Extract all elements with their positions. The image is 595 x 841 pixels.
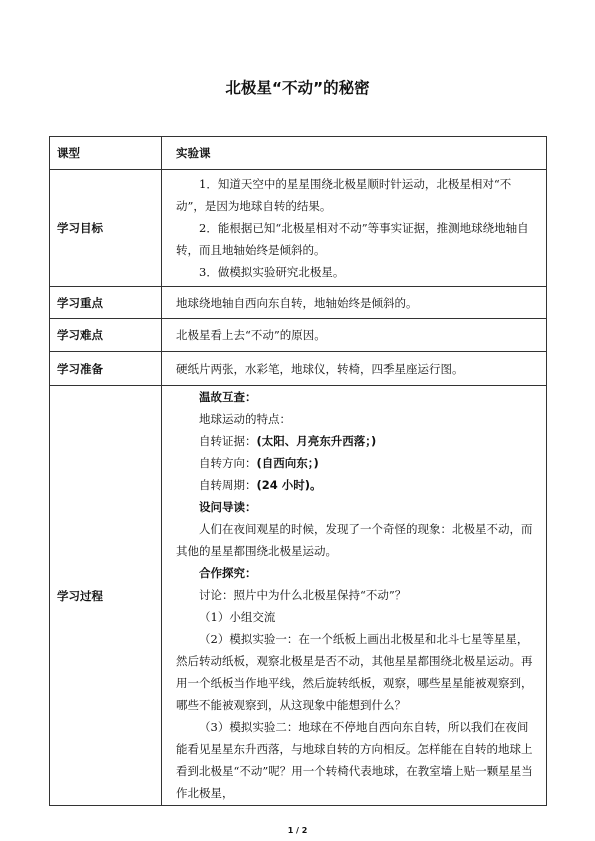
- table-row-difficult: [50, 319, 547, 352]
- step-3: （3）模拟实验二：地球在不停地自西向东自转，所以我们在夜间能看见星星东升西落，与地球自转的方向相反。怎样能在自转的地球上看到北极星“不动”呢？用一个转椅代表地球，在教室墙上贴一颗星星当作北极星，: [176, 720, 533, 800]
- row-label-key: 学习重点: [50, 287, 162, 319]
- evidence-label: 自转证据：: [199, 434, 257, 448]
- row-value-difficult: 北极星看上去“不动”的原因。: [162, 319, 547, 352]
- row-label-process: 学习过程: [50, 386, 162, 806]
- table-row-goals: [50, 170, 547, 287]
- page-number: 1 / 2: [287, 826, 308, 835]
- guide-text: 人们在夜间观星的时候，发现了一个奇怪的现象：北极星不动，而其他的星星都围绕北极星运动。: [176, 522, 533, 558]
- row-label-difficult: 学习难点: [50, 319, 162, 352]
- period-label: 自转周期：: [199, 478, 257, 492]
- row-label-type: 课型: [50, 137, 162, 170]
- period-line: [176, 474, 534, 496]
- goal-item-2: 2．能根据已知“北极星相对不动”等事实证据，推测地球绕地轴自转，而且地轴始终是倾斜的。: [176, 221, 529, 257]
- direction-value: (自西向东；): [256, 456, 319, 470]
- direction-label: 自转方向：: [199, 456, 257, 470]
- row-value-process: [162, 386, 547, 806]
- goal-item-3: 3．做模拟实验研究北极星。: [199, 265, 345, 279]
- row-value-prep: 硬纸片两张，水彩笔，地球仪，转椅，四季星座运行图。: [162, 352, 547, 386]
- table-row-process: [50, 386, 547, 806]
- row-label-goals: 学习目标: [50, 170, 162, 287]
- review-heading: 温故互查：: [199, 390, 257, 404]
- row-value-type: 实验课: [162, 137, 547, 170]
- evidence-line: [176, 430, 534, 452]
- row-label-prep: 学习准备: [50, 352, 162, 386]
- evidence-value: (太阳、月亮东升西落；): [256, 434, 377, 448]
- row-value-goals: [162, 170, 547, 287]
- coop-heading: 合作探究：: [199, 566, 257, 580]
- goal-item-1: 1．知道天空中的星星围绕北极星顺时针运动，北极星相对“不动”，是因为地球自转的结果。: [176, 177, 512, 213]
- lesson-plan-table: [49, 136, 547, 806]
- document-title: 北极星“不动”的秘密: [225, 79, 370, 97]
- step-1: （1）小组交流: [199, 610, 276, 624]
- guide-heading: 设问导读：: [199, 500, 257, 514]
- period-value: (24 小时)。: [256, 478, 322, 492]
- direction-line: [176, 452, 534, 474]
- step-2: （2）模拟实验一：在一个纸板上画出北极星和北斗七星等星星，然后转动纸板，观察北极星是否不动，其他星星都围绕北极星运动。再用一个纸板当作地平线，然后旋转纸板，观察，哪些星星能被观察到，哪些不能被观察到，从这现象中能想到什么？: [176, 632, 533, 712]
- review-intro: 地球运动的特点：: [199, 412, 291, 426]
- row-value-key: 地球绕地轴自西向东自转，地轴始终是倾斜的。: [162, 287, 547, 319]
- table-row-key: [50, 287, 547, 319]
- table-row-type: [50, 137, 547, 170]
- discussion-text: 讨论：照片中为什么北极星保持“不动”？: [199, 588, 407, 602]
- table-row-prep: [50, 352, 547, 386]
